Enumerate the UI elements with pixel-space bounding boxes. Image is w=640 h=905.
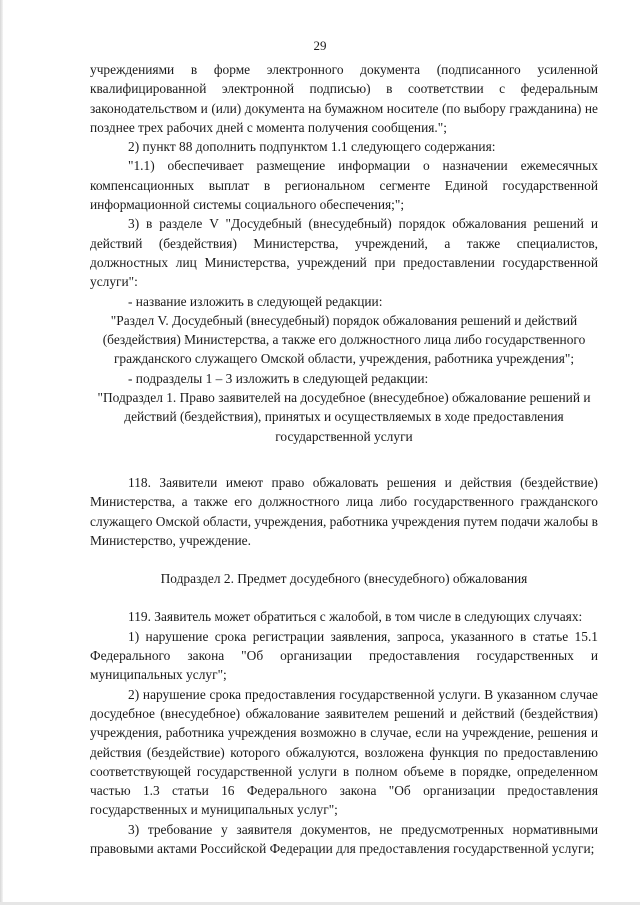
spacer	[90, 446, 598, 473]
section-v-title: "Раздел V. Досудебный (внесудебный) порядок обжалования решений и действий (бездействия) Министерства, а также его должностного лица либо государственного гражданского служащего Омской области, учреждения, работника учреждения";	[102, 312, 586, 367]
page-number: 29	[313, 38, 327, 53]
subsection-1-heading: "Подраздел 1. Право заявителей на досудебное (внесудебное) обжалование решений и действий (бездействия), принятых и осуществляемых в ходе предоставления государственной услуги	[97, 390, 591, 444]
paragraph-item-2: 2) пункт 88 дополнить подпунктом 1.1 следующего содержания:	[128, 139, 496, 155]
paragraph-quote-1-1: "1.1) обеспечивает размещение информации о назначении ежемесячных компенсационных выплат в региональном сегменте Единой государственной информационной системы социального обеспечения;";	[90, 158, 598, 213]
scan-left-edge	[0, 0, 3, 905]
spacer	[90, 550, 598, 569]
spacer	[90, 588, 598, 607]
subsection-2-heading: Подраздел 2. Предмет досудебного (внесудебного) обжалования	[160, 571, 528, 587]
paragraph-item-3: 3) в разделе V "Досудебный (внесудебный) порядок обжалования решений и действий (бездействия) Министерства, учреждений, а также специалистов, должностных лиц Министерства, учреждений при предоставлении государственной услуги":	[90, 216, 598, 290]
paragraph-118: 118. Заявители имеют право обжаловать решения и действия (бездействие) Министерства, а также его должностного лица либо государственного гражданского служащего Омской области, учреждения, работника учреждения путем подачи жалобы в Министерство, учреждение.	[90, 474, 598, 548]
paragraph-119-item-1: 1) нарушение срока регистрации заявления, запроса, указанного в статье 15.1 Федерального закона "Об организации предоставления государственных и муниципальных услуг";	[90, 628, 598, 683]
paragraph-continuation: учреждениями в форме электронного документа (подписанного усиленной квалифицированной электронной подписью) в соответствии с федеральным законодательством и (или) документа на бумажном носителе (по выбору гражданина) не позднее трех рабочих дней с момента получения сообщения.";	[90, 62, 598, 135]
paragraph-119-item-2: 2) нарушение срока предоставления государственной услуги. В указанном случае досудебное (внесудебное) обжалование заявителем решений и действий (бездействия) учреждения, работника учреждения возможно в случае, если на учреждение, решения и действия (бездействие) которого обжалуются, возложена функция по предоставлению соответствующей государственной услуги в полном объеме в порядке, определенном частью 1.3 статьи 16 Федерального закона "Об организации предоставления государственных и муниципальных услуг";	[90, 686, 598, 818]
document-body	[90, 60, 598, 858]
paragraph-rename-instruction: - название изложить в следующей редакции:	[128, 293, 383, 309]
paragraph-119-item-3: 3) требование у заявителя документов, не предусмотренных нормативными правовыми актами Российской Федерации для предоставления государственной услуги;	[90, 821, 598, 856]
paragraph-119: 119. Заявитель может обратиться с жалобой, в том числе в следующих случаях:	[128, 609, 583, 625]
paragraph-subsections-instruction: - подразделы 1 – 3 изложить в следующей редакции:	[128, 370, 429, 386]
